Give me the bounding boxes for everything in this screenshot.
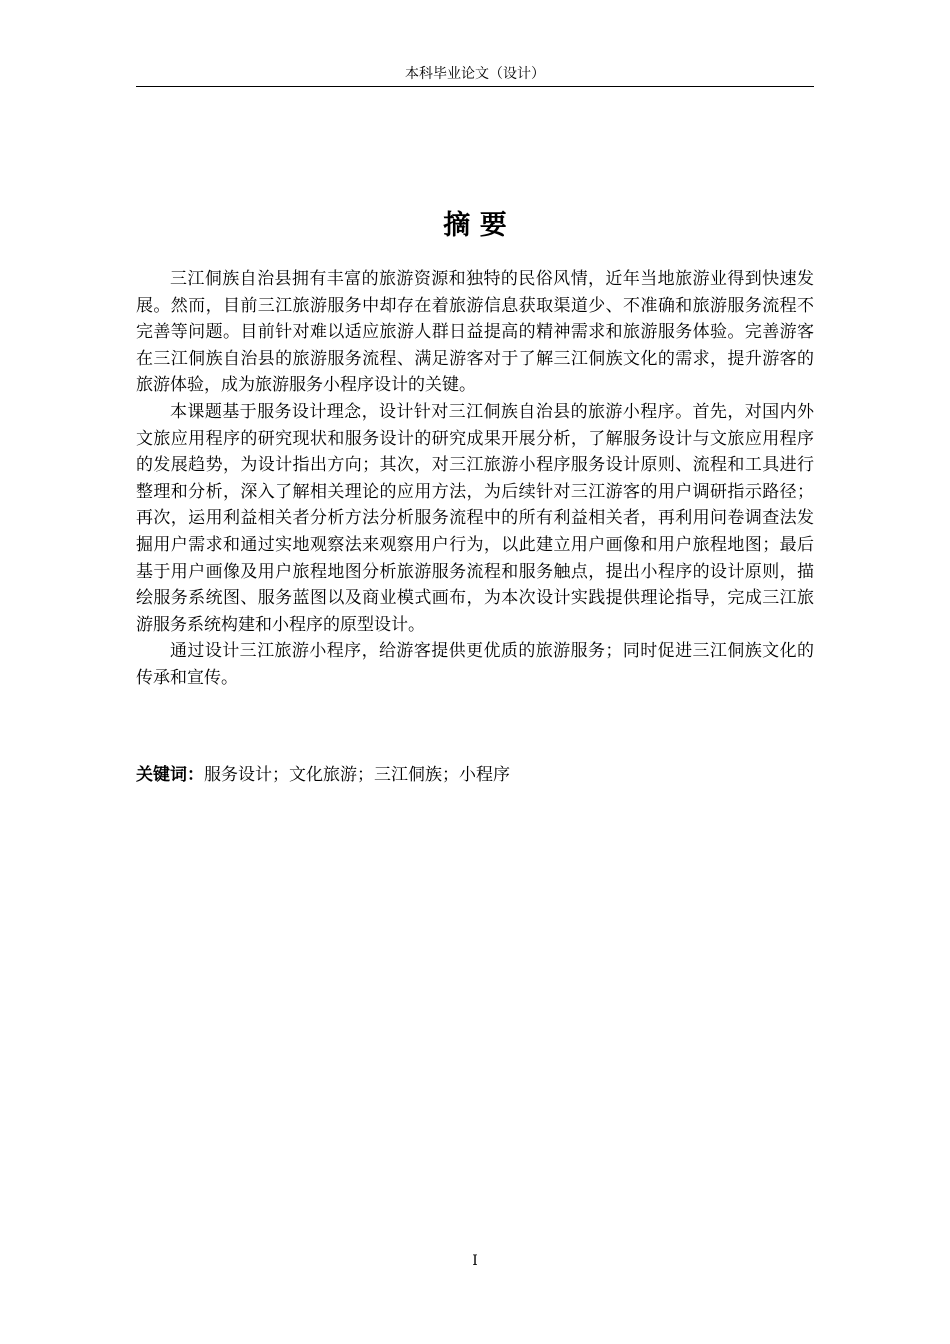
keywords-text: 服务设计；文化旅游；三江侗族；小程序 [204, 765, 510, 785]
keywords-label: 关键词： [136, 765, 204, 785]
page-number: I [472, 1253, 478, 1269]
keywords-line [136, 762, 814, 788]
abstract-paragraph: 三江侗族自治县拥有丰富的旅游资源和独特的民俗风情，近年当地旅游业得到快速发展。然而，目前三江旅游服务中却存在着旅游信息获取渠道少、不准确和旅游服务流程不完善等问题。目前针对难以适应旅游人群日益提高的精神需求和旅游服务体验。完善游客在三江侗族自治县的旅游服务流程、满足游客对于了解三江侗族文化的需求，提升游客的旅游体验，成为旅游服务小程序设计的关键。 [136, 269, 814, 396]
running-header: 本科毕业论文（设计） [405, 66, 545, 82]
page-title: 摘 要 [443, 210, 507, 241]
header-rule [136, 86, 814, 87]
abstract-paragraph: 本课题基于服务设计理念，设计针对三江侗族自治县的旅游小程序。首先，对国内外文旅应用程序的研究现状和服务设计的研究成果开展分析，了解服务设计与文旅应用程序的发展趋势，为设计指出方向；其次，对三江旅游小程序服务设计原则、流程和工具进行整理和分析，深入了解相关理论的应用方法，为后续针对三江游客的用户调研指示路径；再次，运用利益相关者分析方法分析服务流程中的所有利益相关者，再利用问卷调查法发掘用户需求和通过实地观察法来观察用户行为，以此建立用户画像和用户旅程地图；最后基于用户画像及用户旅程地图分析旅游服务流程和服务触点，提出小程序的设计原则，描绘服务系统图、服务蓝图以及商业模式画布，为本次设计实践提供理论指导，完成三江旅游服务系统构建和小程序的原型设计。 [136, 401, 814, 635]
abstract-body [136, 266, 814, 692]
abstract-paragraph: 通过设计三江旅游小程序，给游客提供更优质的旅游服务；同时促进三江侗族文化的传承和宣传。 [136, 641, 814, 688]
